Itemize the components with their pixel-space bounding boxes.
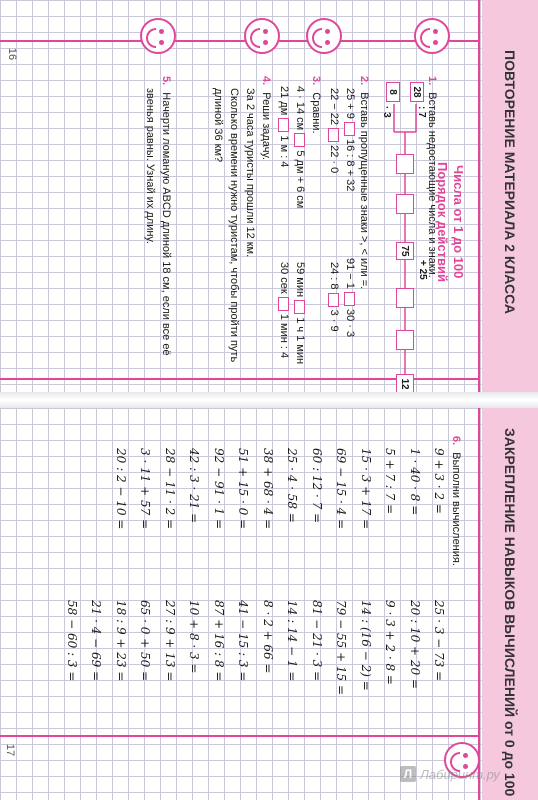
task-4-line-1: За 2 часа туристы прошли 12 км. [244,88,256,258]
task-3-instruction [310,76,322,134]
task-3-row-1 [294,86,306,208]
exercise-item: 38 + 68 · 4 = [260,448,275,530]
task-1-chain-diagram [378,82,428,412]
exercise-item: 87 + 16 : 8 = [211,600,226,682]
expr-left: 25 + 9 [344,88,356,119]
left-page-bottom-line [0,40,478,42]
exercise-item: 79 − 55 + 15 = [334,600,348,696]
chain-start-top: 28 [410,82,424,102]
task-1-instruction [426,76,438,278]
chain-blank-box[interactable] [396,288,414,308]
exercise-item: 28 − 11 · 2 = [162,448,177,530]
task-2-row-1b [344,258,356,337]
task-number: 6. [450,436,462,446]
watermark-text: Лабиринт.ру [420,766,500,782]
exercise-item: 8 · 2 + 66 = [260,600,275,674]
labirint-logo-icon: Л [400,766,416,782]
chain-blank-box[interactable] [396,194,414,214]
exercise-item: 58 − 60 : 3 = [64,600,79,682]
exercise-item: 60 : 12 · 7 = [309,448,324,524]
expr-left: 30 сек [278,262,290,294]
chain-mid-value: 75 [396,242,414,260]
exercise-item: 5 + 7 : 7 = [383,448,397,515]
task-2-row-2 [328,88,340,173]
right-page-header: ЗАКРЕПЛЕНИЕ НАВЫКОВ ВЫЧИСЛЕНИЙ от 0 до 100 [502,428,518,797]
exercise-item: 10 + 8 · 3 = [187,600,201,674]
task-number: 1. [426,76,438,86]
task-2-text: Вставь пропущенные знаки >, < или =. [358,92,370,290]
chain-op-bottom: · 3 [381,106,392,118]
answer-box[interactable] [328,293,339,307]
chain-op-mid: + 25 [417,260,428,280]
page-number-left: 16 [6,47,19,61]
expr-left: 91 − 1 [344,258,356,289]
task-6-instruction [450,436,462,566]
exercise-item: 14 : 14 − 1 = [285,600,299,682]
topic-subtitle: Порядок действий [435,162,450,282]
answer-box[interactable] [344,292,355,306]
right-page-margin-line [478,408,480,800]
exercise-item: 25 · 4 · 58 = [285,448,299,523]
expr-left: 21 дм [278,86,290,116]
task-number: 2. [358,76,370,86]
chain-blank-box[interactable] [396,154,414,174]
exercise-item: 69 − 15 · 4 = [334,448,348,530]
task-number: 5. [160,76,172,86]
answer-box[interactable] [278,118,289,132]
expr-right: 1 ч 1 мин [294,317,306,365]
task-5-text: Начерти ломаную ABCD длиной 18 см, если все её [160,92,172,356]
answer-box[interactable] [328,128,339,142]
answer-box[interactable] [344,122,355,136]
chain-op-top: : 7 [416,106,427,118]
task-4-title [260,76,272,160]
exercise-item: 21 · 4 − 69 = [89,600,103,682]
exercise-item: 9 · 3 + 2 · 8 = [383,600,397,685]
exercise-item: 25 · 3 − 73 = [432,600,446,682]
expr-right: 1 м : 4 [278,135,290,168]
expr-left: 24 : 8 [328,262,340,290]
exercise-item: 65 · 0 + 50 = [138,600,152,682]
task-4-line-2: Сколько времени нужно туристам, чтобы пройти путь [228,88,240,363]
answer-box[interactable] [278,297,289,311]
task-2-row-2b [328,262,340,332]
expr-right: 5 дм + 6 см [294,150,306,209]
exercise-item: 20 : 2 − 10 = [113,448,128,530]
exercise-item: 3 · 11 + 57 = [138,448,152,530]
task-4-line-3: длиной 36 км? [212,88,224,163]
exercise-item: 51 + 15 · 0 = [236,448,250,530]
chain-blank-box[interactable] [396,330,414,350]
exercise-item: 41 − 15 : 3 = [236,600,250,682]
smiley-icon [306,18,342,54]
smiley-icon [140,18,176,54]
left-page-header: ПОВТОРЕНИЕ МАТЕРИАЛА 2 КЛАССА [502,50,518,314]
page-number-right: 17 [4,743,17,757]
task-3-text: Сравни. [310,92,322,134]
book-spine [0,392,538,408]
task-2-instruction [358,76,370,289]
left-page-margin-line [478,0,480,392]
expr-right: 30 · 3 [344,309,356,338]
chain-start-bottom: 8 [386,82,400,102]
task-4-text: Реши задачу. [260,92,272,160]
exercise-item: 15 · 3 + 17 = [358,448,373,530]
exercise-item: 9 + 3 · 2 = [432,448,446,514]
answer-box[interactable] [294,300,305,314]
expr-left: 4 · 14 см [294,86,306,131]
expr-right: 16 : 8 + 32 [344,139,356,192]
expr-left: 59 мин [294,262,306,298]
task-3-row-1b [294,262,306,364]
task-2-row-1 [344,88,356,191]
expr-right: 1 мин : 4 [278,313,290,359]
exercise-item: 18 : 9 + 23 = [113,600,128,682]
task-3-row-2b [278,262,290,358]
exercise-item: 81 − 21 · 3 = [309,600,324,682]
answer-box[interactable] [294,133,305,147]
smiley-icon [244,18,280,54]
chain-end-value: 12 [396,374,414,394]
topic-title: Числа от 1 до 100 [451,165,466,279]
exercise-item: 42 : 3 · 21 = [187,448,201,524]
smiley-icon [414,18,450,54]
exercise-item: 1 · 40 · 8 = [407,448,422,516]
exercise-item: 14 : (16 − 2) = [358,600,373,691]
expr-left: 22 − 22 [328,88,340,126]
task-5-line-1 [160,76,172,356]
exercise-item: 20 : 10 + 20 = [407,600,422,690]
task-3-row-2 [278,86,290,167]
task-5-line-2: звенья равны. Узнай их длину. [144,88,156,244]
expr-right: 22 · 0 [328,145,340,174]
task-number: 3. [310,76,322,86]
exercise-item: 27 : 9 + 13 = [162,600,177,682]
task-6-text: Выполни вычисления. [450,452,462,566]
task-number: 4. [260,76,272,86]
watermark [400,766,500,782]
task-1-text: Вставь недостающие числа и знаки. [426,92,438,278]
exercise-item: 92 − 91 · 1 = [211,448,226,530]
expr-right: 3 · 9 [328,309,340,332]
right-page-bottom-line [0,735,478,737]
